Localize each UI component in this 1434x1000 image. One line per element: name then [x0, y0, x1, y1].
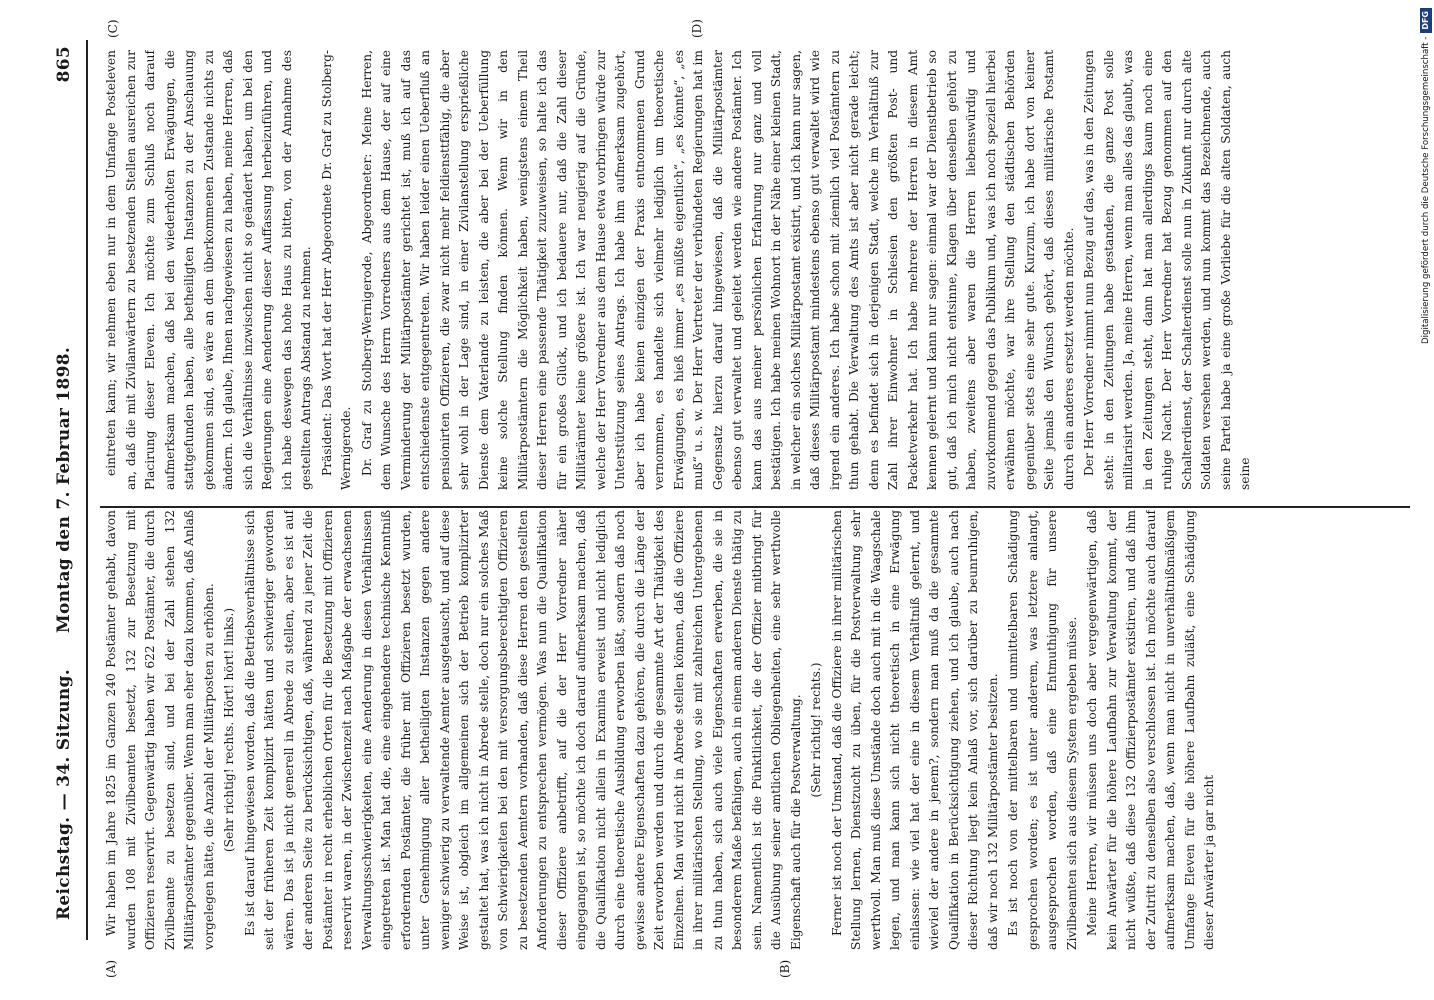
- paragraph: Ferner ist noch der Umstand, daß die Offiziere in ihrer militärischen Stellung lernen, Dienstzucht zu üben, für die Postverwaltung sehr werthvoll. Man muß diese Umstände doch auch mit in die Waagschale legen, und man kann sich nicht theoretisch in eine Erwägung einlassen: wie viel hat der eine in diesem Verhältniß gelernt, und wieviel der andere in jenem?, sondern man muß da die gesammte Qualifikation in Berücksichtigung ziehen, und ich glaube, auch nach dieser Richtung liegt kein Anlaß vor, sich darüber zu beunruhigen, daß wir noch 132 Militärpostämter besitzen.: [829, 510, 1000, 950]
- interjection: (Sehr richtig! rechts.): [809, 662, 823, 798]
- header-left: Reichstag. — 34. Sitzung.: [54, 669, 74, 920]
- paragraph: Es ist noch von der mittelbaren und unmittelbaren Schädigung gesprochen worden; es ist unter anderem, was letztere anlangt, ausgesprochen worden, daß eine Entmuthigung für unsere Zivilbeamten sich aus diesem System ergeben müsse.: [1006, 510, 1079, 950]
- margin-marker-d: (D): [690, 19, 704, 38]
- paragraph: Meine Herren, wir müssen uns doch aber vergegenwärtigen, daß kein Anwärter für die höhere Laufbahn zur Verwaltung kommt, der nicht wüßte, daß diese 132 Offizierpostämter existiren, und daß ihm der Zutritt zu denselben also verschlossen ist. Ich möchte auch darauf aufmerksam machen, daß, wenn man nicht in unverhältnißmäßigem Umfange Eleven für die höhere Laufbahn zuläßt, eine Schädigung dieser Anwärter ja gar nicht: [1085, 510, 1216, 950]
- digitization-credit: [1418, 8, 1434, 992]
- column-divider: [100, 507, 1410, 509]
- paragraph: Es ist darauf hingewiesen worden, daß die Betriebsverhältnisse sich seit der früheren Zeit komplizirt hätten und schwieriger geworden wären. Das ist ja nicht generell in Abrede zu stellen, aber es ist auf der anderen Seite zu berücksichtigen, daß, während zu jener Zeit die Postämter in recht erheblichen Orten für die Besetzung mit Offizieren reservirt waren, in der Zwischenzeit nach Maßgabe der erwachsenen Verwaltungsschwierigkeiten, eine Aenderung in diesen Verhältnissen eingetreten ist. Man hat die, eine eingehendere technische Kenntniß erfordernden Postämter, die früher mit Offizieren besetzt wurden, unter Genehmigung aller betheiligten Instanzen gegen andere weniger schwierig zu verwaltende Aemter ausgetauscht, und auf diese Weise ist, obgleich im allgemeinen sich der Betrieb komplizirter gestaltet hat, was ich nicht in Abrede stelle, doch nur ein solches Maß von Schwierigkeiten bei den mit versorgungsberechtigten Offizieren zu besetzenden Aemtern vorhanden, daß diese Herren den gestellten Anforderungen zu entsprechen vermögen. Was nun die Qualifikation dieser Offiziere anbetrifft, auf die der Herr Vorredner näher eingegangen ist, so möchte ich doch darauf aufmerksam machen, daß die Qualifikation nicht allein in Examina erweist und nicht lediglich durch eine theoretische Ausbildung erworben läßt, sondern daß noch gewisse andere Eigenschaften dazu gehören, die durch die Länge der Zeit erworben werden und durch die gesammte Art der Thätigkeit des Einzelnen. Man wird nicht in Abrede stellen können, daß die Offiziere in ihrer militärischen Stellung, wo sie mit zahlreichen Untergebenen zu thun haben, sich auch viele Eigenschaften erwerben, die sie in besonderem Maße befähigen, auch in einem anderen Dienste thätig zu sein. Namentlich ist die Pünktlichkeit, die der Offizier mitbringt für die Ausübung seiner amtlichen Obliegenheiten, eine sehr werthvolle Eigenschaft auch für die Postverwaltung.: [242, 510, 803, 950]
- interjection: (Sehr richtig! rechts. Hört! hört! links.): [222, 607, 236, 853]
- page-number: 865: [54, 46, 74, 83]
- credit-text: Digitalisierung gefördert durch die Deutsche Forschungsgemeinschaft -: [1421, 36, 1431, 345]
- header-rule: [86, 40, 88, 940]
- margin-marker-c: (C): [106, 19, 120, 38]
- paragraph: eintreten kann; wir nehmen eben nur in dem Umfange Posteleven an, daß die mit Zivilanwärtern zu besetzenden Stellen ausreichen zur Placirung dieser Eleven. Ich möchte zum Schluß noch darauf aufmerksam machen, daß bei den wiederholten Erwägungen, die stattgefunden haben, alle betheiligten Instanzen zu der Anschauung gekommen sind, es wäre an dem überkommenen Zustande nichts zu ändern. Ich glaube, Ihnen nachgewiesen zu haben, meine Herren, daß sich die Verhältnisse inzwischen nicht so geändert haben, um bei den Regierungen eine Aenderung dieser Auffassung herbeizuführen, und ich habe deswegen das hohe Haus zu bitten, von der Annahme des gestellten Antrags Abstand zu nehmen.: [104, 50, 313, 490]
- paragraph: Der Herr Vorredner nimmt nun Bezug auf das, was in den Zeitungen steht: in den Zeitungen habe gestanden, die ganze Post solle militarisirt werden. Ja, meine Herren, wenn man alles das glaubt, was in den Zeitungen steht, dann hat man allerdings kaum noch eine ruhige Nacht. Der Herr Vorredner hat Bezug genommen auf den Schalterdienst, der Schalterdienst solle nun in Zukunft nur durch alte Soldaten versehen werden, und nun kommt das Bezeichnende, auch seine Partei habe ja eine große Vorliebe für die alten Soldaten, auch seine: [1082, 50, 1252, 490]
- left-text-column: [102, 510, 1402, 950]
- dfg-logo: DFG: [1420, 8, 1432, 33]
- rotated-page-content: [40, 0, 1420, 1000]
- margin-marker-b: (B): [778, 959, 792, 978]
- running-header: [42, 40, 84, 940]
- paragraph: Wir haben im Jahre 1825 im Ganzen 240 Postämter gehabt, davon wurden 108 mit Zivilbeamten besetzt, 132 zur Besetzung mit Offizieren reservirt. Gegenwärtig haben wir 622 Postämter, die durch Zivilbeamte zu besetzen sind, und bei der Zahl stehen 132 Militärpostämter gegenüber. Wenn man eher dazu kommen, daß Anlaß vorgelegen hätte, die Anzahl der Militärposten zu erhöhen.: [104, 510, 216, 950]
- right-text-column: [102, 50, 1402, 490]
- margin-marker-a: (A): [104, 959, 118, 978]
- header-date: Montag den 7. Februar 1898.: [54, 346, 74, 634]
- paragraph: Dr. Graf zu Stolberg-Wernigerode, Abgeordneter: Meine Herren, dem Wunsche des Herrn Vorredners aus dem Hause, der auf eine Verminderung der Militärpostämter gerichtet ist, muß ich auf das entschiedenste entgegentreten. Wir haben leider einen Ueberfluß an pensionirten Offizieren, die zwar nicht mehr feldiensttfähig, die aber sehr wohl in der Lage sind, in einer Zivilanstellung ersprießliche Dienste dem Vaterlande zu leisten, die aber bei der Ueberfüllung keine solche Stellung finden können. Wenn wir in den Militärpostämtern die Möglichkeit haben, wenigstens einem Theil dieser Herren eine passende Thätigkeit zuzuweisen, so halte ich das für ein großes Glück, und ich bedauere nur, daß die Zahl dieser Militärämter keine größere ist. Ich war neugierig auf die Gründe, welche der Herr Vorredner aus dem Hause etwa vorbringen würde zur Unterstützung seines Antrags. Ich habe ihm aufmerksam zugehört, aber ich habe keinen einzigen der Praxis entnommenen Grund vernommen, es handelte sich vielmehr lediglich um theoretische Erwägungen, es hieß immer „es müßte eigentlich“, „es könnte“, „es muß“ u. s. w. Der Herr Vertreter der verbündeten Regierungen hat im Gegensatz hierzu darauf hingewiesen, daß die Militärpostämter ebenso gut verwaltet und geleitet werden wie andere Postämter. Ich kann das aus meiner persönlichen Erfahrung nur ganz und voll bestätigen. Ich habe meinen Wohnort in der Nähe einer kleinen Stadt, in welcher ein solches Militärpostamt existirt, und ich kann nur sagen, daß dieses Militärpostamt mindestens ebenso gut verwaltet wird wie irgend ein anderes. Ich habe schon mit ziemlich viel Postämtern zu thun gehabt. Die Verwaltung des Amts ist aber nicht gerade leicht; denn es befindet sich in derjenigen Stadt, welche im Verhältniß zur Zahl ihrer Einwohner in Schlesien den größten Post- und Packetverkehr hat. Ich habe mehrere der Herren in diesem Amt kennen gelernt und kann nur sagen: einmal war der Dienstbetrieb so gut, daß ich mich nicht entsinne, Klagen über denselben gehört zu haben, zweitens aber waren die Herren liebenswürdig und zuvorkommend gegen das Publikum und, was ich noch speziell hierbei erwähnen möchte, war ihre Stellung den städtischen Behörden gegenüber stets eine sehr gute. Kurzum, ich habe dort von keiner Seite jemals den Wunsch gehört, daß dieses militärische Postamt durch ein anderes ersetzt werden möchte.: [359, 50, 1076, 490]
- speaker-paragraph: Präsident: Das Wort hat der Herr Abgeordnete Dr. Graf zu Stolberg-Wernigerode.: [319, 50, 353, 490]
